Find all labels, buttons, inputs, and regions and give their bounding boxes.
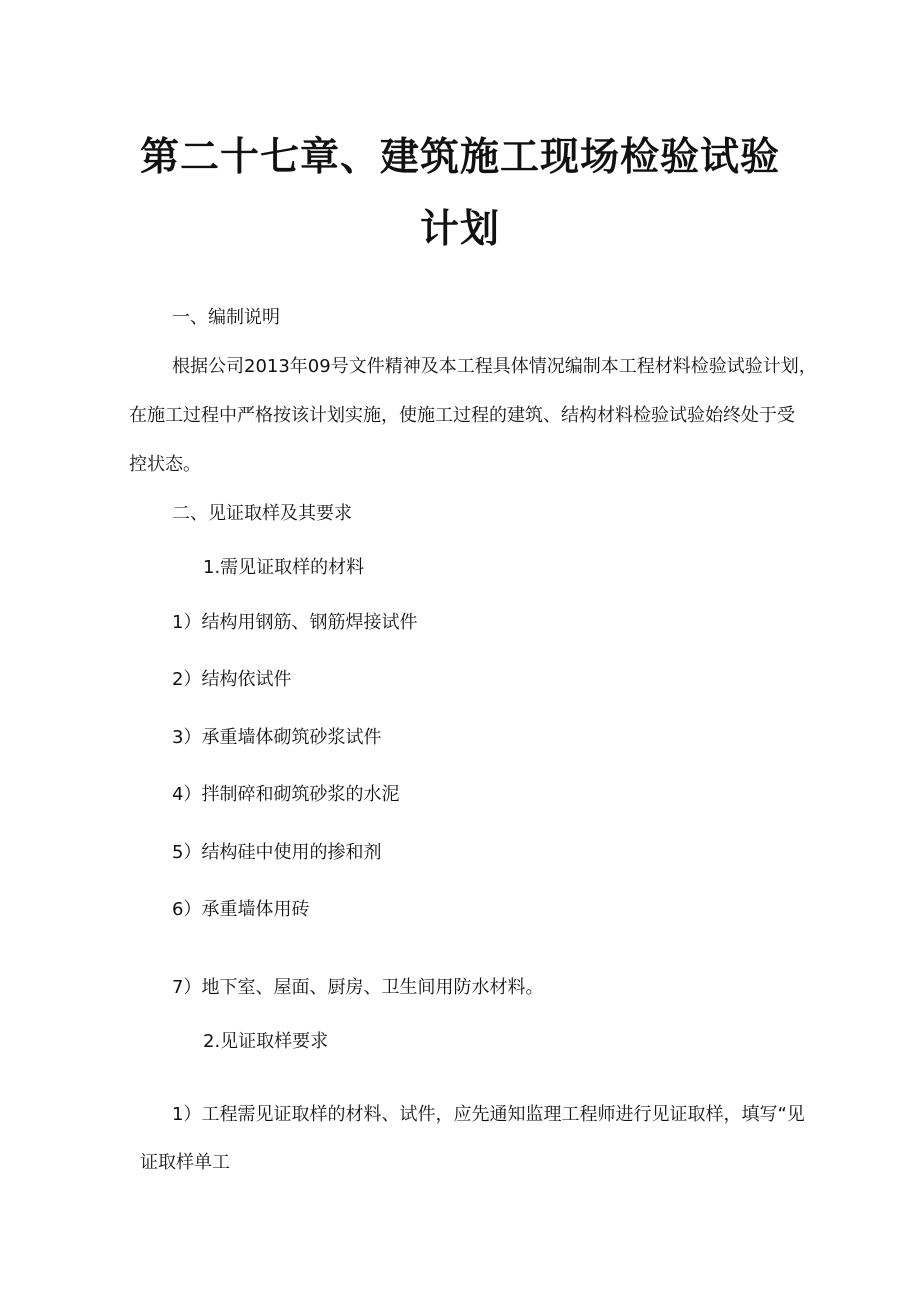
subsection2-heading: 2.见证取样要求: [203, 1031, 329, 1052]
document-title-line1: 第二十七章、建筑施工现场检验试验: [139, 135, 780, 180]
section1-paragraph-line1: 根据公司2013年09号文件精神及本工程具体情况编制本工程材料检验试验计划，: [172, 356, 817, 377]
material-item-2: 2）结构依试件: [172, 669, 292, 690]
material-item-3: 3）承重墙体砌筑砂浆试件: [172, 727, 382, 748]
section1-paragraph-line2: 在施工过程中严格按该计划实施，使施工过程的建筑、结构材料检验试验始终处于受: [129, 405, 795, 426]
material-item-4: 4）拌制碎和砌筑砂浆的水泥: [172, 784, 400, 805]
subsection1-heading: 1.需见证取样的材料: [203, 557, 365, 578]
section1-heading: 一、编制说明: [172, 307, 280, 328]
section2-heading: 二、见证取样及其要求: [172, 503, 352, 524]
section1-paragraph-line3: 控状态。: [129, 454, 201, 475]
document-title-line2: 计划: [419, 207, 500, 252]
requirement-1-line1: 1）工程需见证取样的材料、试件，应先通知监理工程师进行见证取样，填写“见: [172, 1104, 805, 1125]
requirement-1-line2: 证取样单工: [140, 1152, 230, 1173]
material-item-5: 5）结构硅中使用的掺和剂: [172, 842, 382, 863]
material-item-6: 6）承重墙体用砖: [172, 899, 310, 920]
material-item-7: 7）地下室、屋面、厨房、卫生间用防水材料。: [172, 977, 544, 998]
material-item-1: 1）结构用钢筋、钢筋焊接试件: [172, 612, 418, 633]
